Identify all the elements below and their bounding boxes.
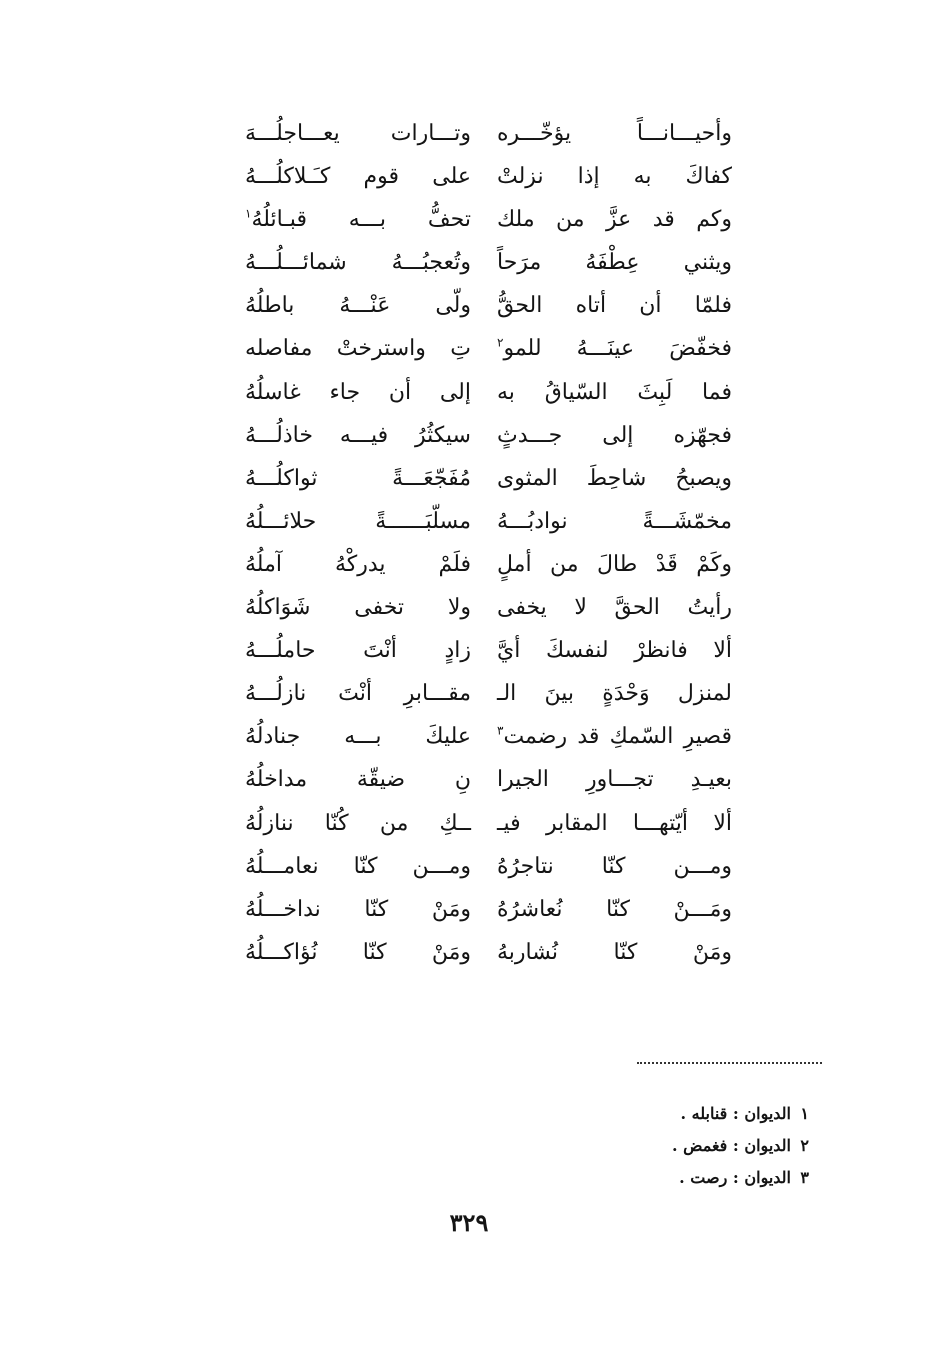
first-hemistich: [497, 845, 732, 888]
hemistich-text: ومـــن كنّا نعامـــلُهُ: [245, 853, 471, 879]
first-hemistich: [497, 414, 732, 457]
footnote-line: [509, 1130, 809, 1162]
hemistich-text: مخمّشَـــةً نوادبُـــهُ: [497, 508, 732, 534]
second-hemistich: [245, 112, 471, 155]
second-hemistich: [245, 543, 471, 586]
verse-line: [0, 112, 937, 155]
verse-line: [0, 198, 937, 241]
first-hemistich: [497, 241, 732, 284]
hemistich-text: وتُعجبُـــهُ شمائـــلُـــهُ: [245, 250, 471, 276]
verse-line: [0, 586, 937, 629]
hemistich-text: فلَمْ يدركْهُ آملُهُ: [245, 551, 471, 577]
footnote-number: ٣: [800, 1168, 809, 1187]
second-hemistich: [245, 371, 471, 414]
hemistich-text: ولّى عَنْـــهُ باطلُهُ: [245, 293, 471, 319]
footnote-marker: ١: [245, 206, 252, 221]
hemistich-text: فما لَبِثَ السّياقُ به: [497, 379, 732, 405]
hemistich-text: ومَنْ كنّا نُشاربهُ: [497, 939, 732, 965]
verse-line: [0, 414, 937, 457]
hemistich-text: تِ واسترختْ مفاصله: [245, 336, 471, 362]
second-hemistich: [245, 586, 471, 629]
hemistich-text: ومَـــنْ كنّا نُعاشرُهُ: [497, 896, 732, 922]
verse-line: [0, 845, 937, 888]
hemistich-text: وكَمْ قَدْ طالَ من أملٍ: [497, 551, 732, 577]
verse-line: [0, 758, 937, 801]
first-hemistich: [497, 112, 732, 155]
hemistich-text: على قوم كـَـلاكلُـــهُ: [245, 164, 471, 190]
second-hemistich: [245, 198, 471, 241]
hemistich-text: ــكِ من كُنّا ننازلُهُ: [245, 810, 471, 836]
hemistich-text: ألا فانظرْ لنفسكَ أيَّ: [497, 638, 732, 664]
hemistich-text: لمنزل وَحْدَةٍ بينَ الـ: [497, 681, 732, 707]
first-hemistich: [497, 371, 732, 414]
verse-line: [0, 284, 937, 327]
second-hemistich: [245, 457, 471, 500]
hemistich-text: ومَنْ كنّا نداخـــلُهُ: [245, 896, 471, 922]
hemistich-text: قصيرِ السّمكِ قد رضمت: [503, 724, 732, 750]
hemistich-text: مقـــابرِ أنْتَ نازلُـــهُ: [245, 681, 471, 707]
second-hemistich: [245, 931, 471, 974]
second-hemistich: [245, 241, 471, 284]
page-number: ٣٢٩: [449, 1208, 489, 1237]
first-hemistich: [497, 629, 732, 672]
verse-line: [0, 457, 937, 500]
verse-line: [0, 672, 937, 715]
second-hemistich: [245, 845, 471, 888]
footnote-marker: ٣: [497, 723, 504, 738]
verse-line: [0, 327, 937, 370]
hemistich-text: عليكَ بـــه جنادلُهُ: [245, 724, 471, 750]
hemistich-text: ومـــن كنّا نتاجرُهُ: [497, 853, 732, 879]
verse-line: [0, 500, 937, 543]
hemistich-text: مسلّبَــــــةً حلائـــلُهُ: [245, 508, 471, 534]
first-hemistich: [497, 457, 732, 500]
verse-line: [0, 931, 937, 974]
first-hemistich: [497, 888, 732, 931]
second-hemistich: [245, 802, 471, 845]
first-hemistich: [497, 284, 732, 327]
footnote-divider: [637, 1062, 822, 1064]
second-hemistich: [245, 888, 471, 931]
footnote-marker: ٢: [497, 336, 504, 351]
footnotes: [509, 1098, 809, 1194]
second-hemistich: [245, 414, 471, 457]
second-hemistich: [245, 500, 471, 543]
footnote-text: الديوان : رصت .: [679, 1168, 791, 1187]
first-hemistich: [497, 715, 732, 758]
first-hemistich: [497, 500, 732, 543]
hemistich-text: فلمّا أن أتاه الحقُّ: [497, 293, 732, 319]
verse-line: [0, 888, 937, 931]
second-hemistich: [245, 715, 471, 758]
hemistich-text: زادٍ أنْتَ حاملُـــهُ: [245, 638, 471, 664]
verse-line: [0, 629, 937, 672]
first-hemistich: [497, 802, 732, 845]
first-hemistich: [497, 672, 732, 715]
second-hemistich: [245, 284, 471, 327]
second-hemistich: [245, 672, 471, 715]
second-hemistich: [245, 758, 471, 801]
hemistich-text: تحفُّ بـــه قبـائلُهُ: [251, 207, 471, 233]
footnote-text: الديوان : فغمض .: [671, 1136, 791, 1155]
hemistich-text: فجهّزه إلى جـــدثٍ: [497, 422, 732, 448]
footnote-line: [509, 1162, 809, 1194]
first-hemistich: [497, 543, 732, 586]
hemistich-text: إلى أن جاء غاسلُهُ: [245, 379, 471, 405]
hemistich-text: وتـــارات يعـــاجلُـــهَ: [245, 121, 471, 146]
verse-line: [0, 543, 937, 586]
first-hemistich: [497, 931, 732, 974]
hemistich-text: بعيـدِ تجـــاورِ الجيرا: [497, 767, 732, 793]
first-hemistich: [497, 198, 732, 241]
first-hemistich: [497, 327, 732, 370]
hemistich-text: سيكثُرُ فيـــه خاذلُـــهُ: [245, 422, 471, 448]
hemistich-text: مُفَجّعَـــةً ثواكلُـــهُ: [245, 465, 471, 491]
verse-line: [0, 241, 937, 284]
verse-line: [0, 802, 937, 845]
hemistich-text: ويثني عِطْفَهُ مرَحاً: [497, 250, 732, 276]
hemistich-text: ألا أيّتهـــا المقابر فيـ: [497, 810, 732, 836]
footnote-text: الديوان : قنابله .: [680, 1104, 791, 1123]
hemistich-text: فخفّضَ عينَـــهُ للمو: [503, 336, 732, 362]
hemistich-text: وأحيـــانـــاً يؤخّـــره: [497, 121, 732, 146]
poem-verses: [0, 112, 937, 974]
first-hemistich: [497, 155, 732, 198]
hemistich-text: ويصبحُ شاحِطَ المثوى: [497, 465, 732, 491]
footnote-line: [509, 1098, 809, 1130]
second-hemistich: [245, 629, 471, 672]
second-hemistich: [245, 327, 471, 370]
hemistich-text: رأيتُ الحقَّ لا يخفى: [497, 595, 732, 621]
verse-line: [0, 715, 937, 758]
second-hemistich: [245, 155, 471, 198]
first-hemistich: [497, 758, 732, 801]
hemistich-text: كفاكَ به إذا نزلتْ: [497, 164, 732, 190]
hemistich-text: ومَنْ كنّا نُؤاكـــلُهُ: [245, 939, 471, 965]
hemistich-text: نِ ضيقّة مداخلُهُ: [245, 767, 471, 793]
first-hemistich: [497, 586, 732, 629]
hemistich-text: ولا تخفى شَوَاكلُهُ: [245, 595, 471, 621]
footnote-number: ١: [800, 1104, 809, 1123]
verse-line: [0, 155, 937, 198]
verse-line: [0, 371, 937, 414]
footnote-number: ٢: [800, 1136, 809, 1155]
hemistich-text: وكم قد عزَّ من ملك: [497, 207, 732, 233]
